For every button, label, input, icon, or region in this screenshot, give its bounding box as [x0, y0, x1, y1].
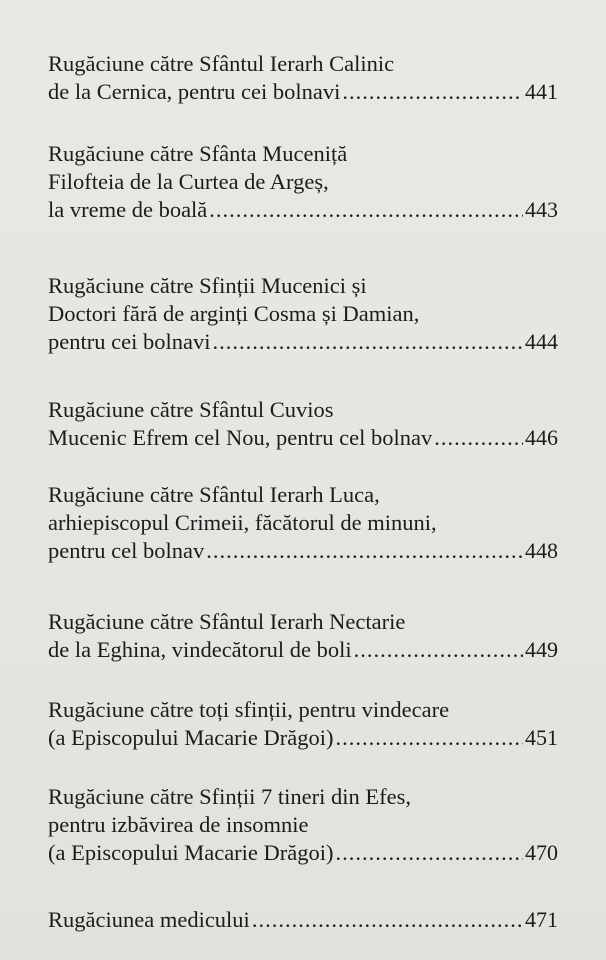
dot-leader [209, 196, 523, 224]
entry-title-line: de la Cernica, pentru cei bolnavi [48, 79, 341, 104]
dot-leader [336, 724, 523, 752]
entry-title-line: Rugăciune către Sfântul Cuvios [48, 397, 334, 422]
entry-title-line: (a Episcopului Macarie Drăgoi) [48, 840, 334, 865]
toc-entry [48, 396, 558, 452]
entry-title-line: Rugăciune către Sfântul Ierarh Calinic [48, 51, 395, 76]
toc-entry [48, 608, 558, 664]
entry-title-line: Rugăciune către Sfinții Mucenici și [48, 273, 367, 298]
dot-leader [342, 78, 523, 106]
page-number: 449 [525, 637, 558, 662]
dot-leader [336, 839, 523, 867]
entry-title-line: Rugăciune către Sfântul Ierarh Luca, [48, 482, 380, 507]
entry-title-line: pentru cel bolnav [48, 538, 205, 563]
entry-title-line: pentru cei bolnavi [48, 329, 211, 354]
entry-title-line: Mucenic Efrem cel Nou, pentru cel bolnav [48, 425, 433, 450]
page-number: 446 [525, 425, 558, 450]
entry-title-line: de la Eghina, vindecătorul de boli [48, 637, 352, 662]
entry-title-line: Rugăciune către Sfânta Muceniță [48, 141, 348, 166]
page-number: 444 [525, 329, 558, 354]
toc-entry [48, 906, 558, 934]
entry-title-line: Rugăciune către Sfântul Ierarh Nectarie [48, 609, 406, 634]
page-number: 471 [525, 907, 558, 932]
entry-title-line: la vreme de boală [48, 197, 208, 222]
toc-entry [48, 696, 558, 752]
dot-leader [206, 537, 523, 565]
entry-title-line: arhiepiscopul Crimeii, făcătorul de minuni, [48, 510, 437, 535]
entry-title-line: Rugăciune către toți sfinții, pentru vindecare [48, 697, 450, 722]
page-number: 451 [525, 725, 558, 750]
entry-title-line: (a Episcopului Macarie Drăgoi) [48, 725, 334, 750]
page-number: 441 [525, 79, 558, 104]
toc-entry [48, 272, 558, 356]
entry-title-line: Rugăciune către Sfinții 7 tineri din Efes, [48, 784, 412, 809]
toc-entry [48, 783, 558, 867]
entry-title-line: Rugăciunea medicului [48, 907, 250, 932]
toc-entry [48, 50, 558, 106]
entry-title-line: Doctori fără de arginți Cosma și Damian, [48, 301, 420, 326]
page-number: 443 [525, 197, 558, 222]
toc-entry [48, 140, 558, 224]
dot-leader [434, 424, 523, 452]
entry-title-line: Filofteia de la Curtea de Argeș, [48, 169, 329, 194]
page-number: 470 [525, 840, 558, 865]
dot-leader [354, 636, 523, 664]
entry-title-line: pentru izbăvirea de insomnie [48, 812, 309, 837]
dot-leader [212, 328, 523, 356]
toc-entry [48, 481, 558, 565]
page-number: 448 [525, 538, 558, 563]
dot-leader [252, 906, 523, 934]
